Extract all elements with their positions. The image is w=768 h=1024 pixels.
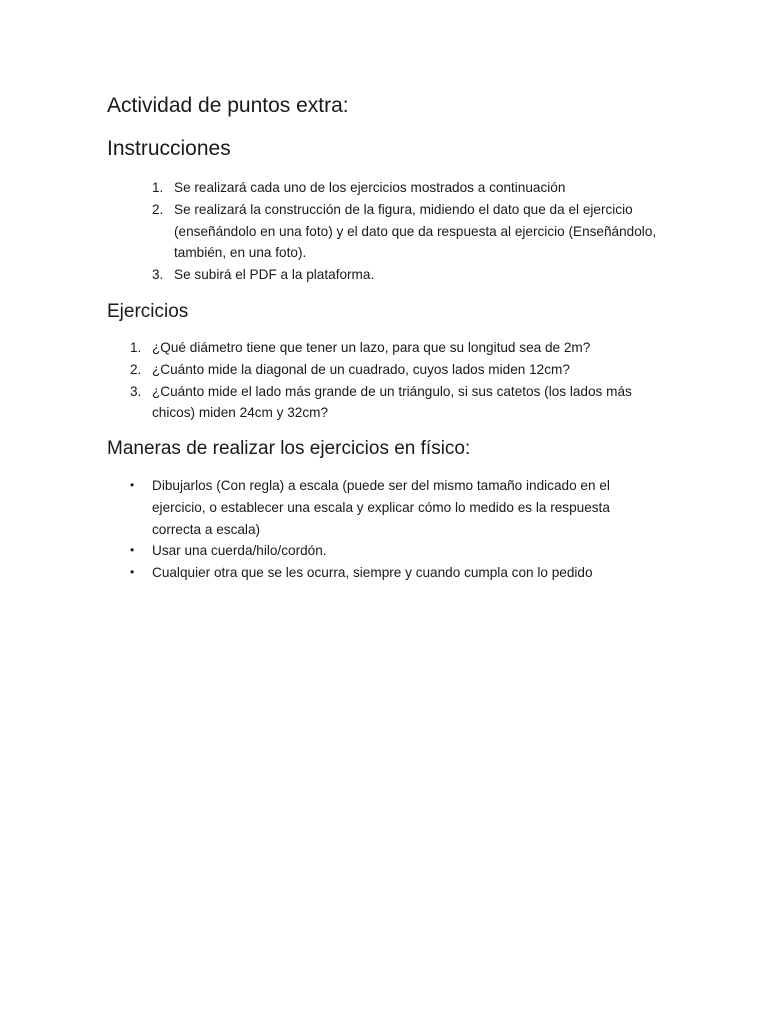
- list-number: 3.: [152, 267, 164, 283]
- list-item-text: ¿Qué diámetro tiene que tener un lazo, para que su longitud sea de 2m?: [152, 340, 591, 355]
- heading-ejercicios: Ejercicios: [107, 301, 189, 322]
- bullet-icon: •: [130, 543, 135, 558]
- bullet-icon: •: [130, 565, 135, 580]
- list-item: [152, 199, 674, 264]
- list-item: [152, 177, 674, 199]
- list-item-text: Dibujarlos (Con regla) a escala (puede ser del mismo tamaño indicado en el ejercicio, o establecer una escala y explicar cómo lo medido es la respuesta correcta a escala): [152, 478, 610, 537]
- list-item: [130, 475, 652, 540]
- heading-instrucciones: Instrucciones: [107, 137, 231, 160]
- maneras-list: [130, 475, 652, 584]
- list-item: [130, 381, 672, 425]
- list-number: 2.: [152, 201, 164, 217]
- list-number: 2.: [130, 361, 142, 377]
- list-item-text: Se subirá el PDF a la plataforma.: [174, 267, 375, 283]
- list-item-text: Se realizará la construcción de la figura, midiendo el dato que da el ejercicio (enseñándolo en una foto) y el dato que da respuesta al ejercicio (Enseñándolo, también, en una foto).: [174, 201, 657, 261]
- list-item-text: ¿Cuánto mide el lado más grande de un triángulo, si sus catetos (los lados más chicos) miden 24cm y 32cm?: [152, 383, 632, 421]
- heading-maneras: Maneras de realizar los ejercicios en físico:: [107, 438, 471, 459]
- list-number: 1.: [130, 340, 142, 355]
- instrucciones-list: [152, 177, 674, 286]
- list-item: [130, 337, 672, 359]
- page-title: Actividad de puntos extra:: [107, 94, 349, 117]
- list-item: [130, 562, 652, 584]
- list-number: 1.: [152, 180, 164, 195]
- list-item: [130, 359, 672, 381]
- list-item: [152, 264, 674, 286]
- list-item: [130, 540, 652, 562]
- list-item-text: ¿Cuánto mide la diagonal de un cuadrado, cuyos lados miden 12cm?: [152, 361, 570, 377]
- list-number: 3.: [130, 383, 142, 399]
- list-item-text: Se realizará cada uno de los ejercicios mostrados a continuación: [174, 180, 566, 195]
- ejercicios-list: [130, 337, 672, 424]
- bullet-icon: •: [130, 478, 135, 492]
- list-item-text: Cualquier otra que se les ocurra, siempre y cuando cumpla con lo pedido: [152, 565, 593, 581]
- list-item-text: Usar una cuerda/hilo/cordón.: [152, 543, 327, 559]
